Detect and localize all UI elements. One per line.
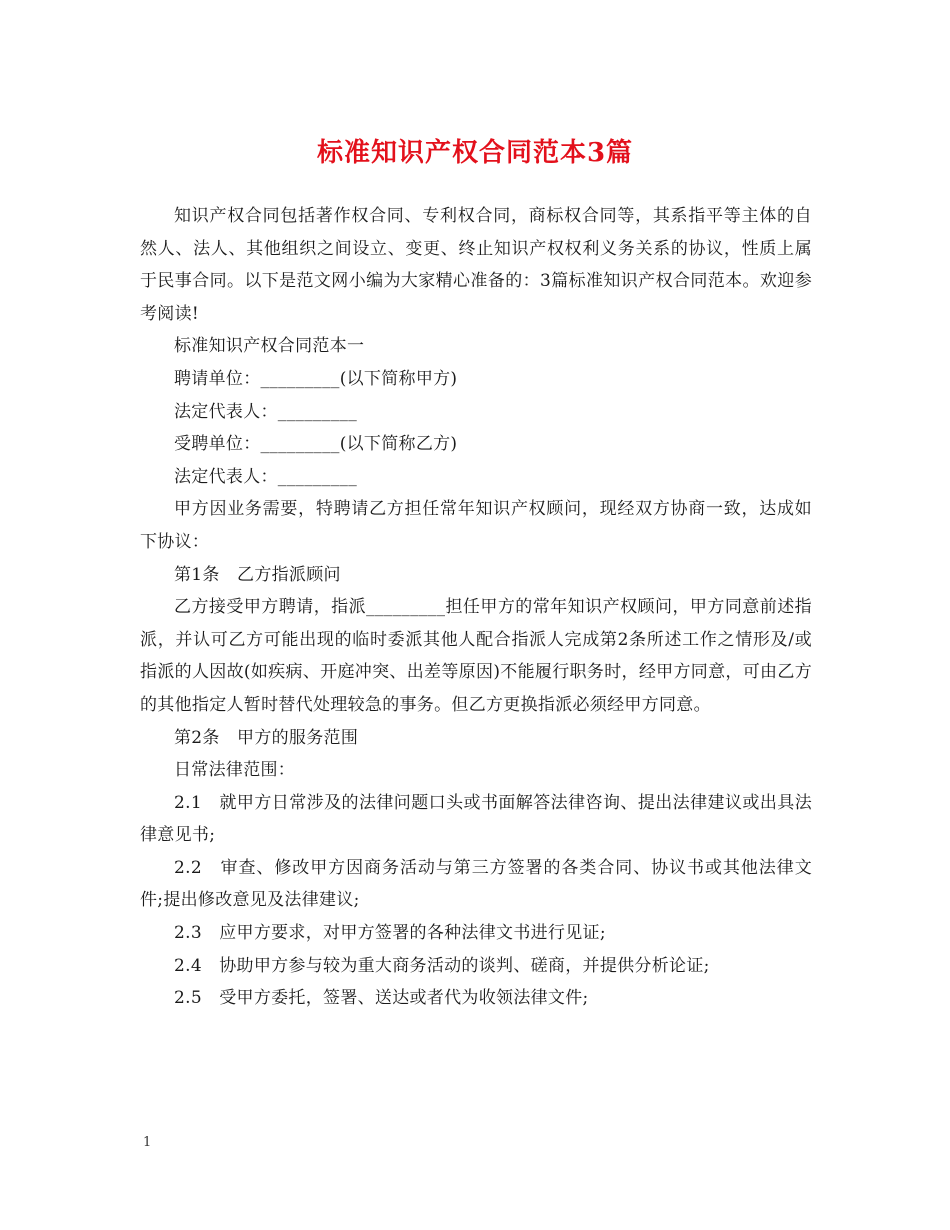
- employee-line: 受聘单位：_________(以下简称乙方): [174, 434, 458, 455]
- article-1-body: 乙方接受甲方聘请，指派_________担任甲方的常年知识产权顾问，甲方同意前述指派，并认可乙方可能出现的临时委派其他人配合指派人完成第2条所述工作之情形及/或指派的人因故(如疾病、开庭冲突、出差等原因)不能履行职务时，经甲方同意，可由乙方的其他指定人暂时替代处理较急的事务。但乙方更换指派必须经甲方同意。: [140, 597, 812, 715]
- document-title: 标准知识产权合同范本3篇: [316, 138, 634, 168]
- agreement-preamble: 甲方因业务需要，特聘请乙方担任常年知识产权顾问，现经双方协商一致，达成如下协议：: [140, 499, 812, 552]
- article-1-heading: 第1条 乙方指派顾问: [174, 564, 341, 585]
- clause-2-4: 2.4 协助甲方参与较为重大商务活动的谈判、磋商，并提供分析论证;: [174, 955, 710, 976]
- clause-2-5: 2.5 受甲方委托，签署、送达或者代为收领法律文件;: [174, 988, 589, 1009]
- employee-representative-line: 法定代表人：_________: [174, 466, 357, 487]
- intro-paragraph: 知识产权合同包括著作权合同、专利权合同，商标权合同等，其系指平等主体的自然人、法人、其他组织之间设立、变更、终止知识产权权利义务关系的协议，性质上属于民事合同。以下是范文网小编为大家精心准备的：3篇标准知识产权合同范本。欢迎参考阅读!: [140, 206, 812, 324]
- clause-2-1: 2.1 就甲方日常涉及的法律问题口头或书面解答法律咨询、提出法律建议或出具法律意见书;: [140, 792, 812, 846]
- document-body: [140, 200, 812, 1015]
- daily-legal-scope: 日常法律范围：: [174, 760, 296, 781]
- article-2-heading: 第2条 甲方的服务范围: [174, 727, 359, 748]
- clause-2-3: 2.3 应甲方要求，对甲方签署的各种法律文书进行见证;: [174, 923, 606, 944]
- employer-representative-line: 法定代表人：_________: [174, 401, 357, 422]
- page-number: 1: [143, 1135, 152, 1150]
- clause-2-2: 2.2 审查、修改甲方因商务活动与第三方签署的各类合同、协议书或其他法律文件;提出修改意见及法律建议;: [140, 857, 812, 911]
- employer-line: 聘请单位：_________(以下简称甲方): [174, 368, 458, 389]
- contract-heading: 标准知识产权合同范本一: [174, 336, 365, 357]
